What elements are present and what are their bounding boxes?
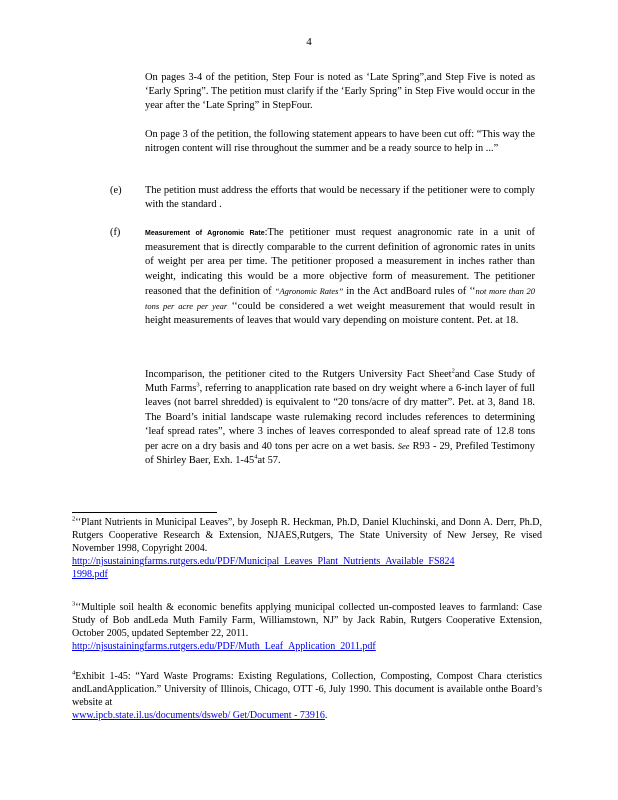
item-f-heading: Measurement of Agronomic Rate: [145, 230, 265, 237]
footnote-2-link[interactable]: http://njsustainingfarms.rutgers.edu/PDF/Municipal_Leaves_Plant_Nutrients_Available_FS824: [72, 556, 455, 567]
item-f-label: (f): [110, 227, 121, 238]
footnote-4-tail: .: [324, 710, 328, 721]
footnote-3: [72, 601, 542, 653]
item-f-text-b: in the Act andBoard rules of ‘‘: [346, 285, 476, 297]
footnote-4-link[interactable]: www.ipcb.state.il.us/documents/dsweb/ Get/Document - 73916: [72, 710, 325, 721]
paragraph-steps: On pages 3-4 of the petition, Step Four is noted as ‘Late Spring”,and Step Five is noted as ‘Early Spring”. The petition must clarify if the ‘Early Spring” in Step Five would occur in the year after the ‘Late Spring” in StepFour.: [145, 72, 535, 112]
item-e-label: (e): [110, 185, 122, 196]
quote-tons-per-acre: not more than 20 tons per acre per year: [145, 285, 535, 312]
footnote-3-text: ‘‘Multiple soil health & economic benefits applying municipal collected un-composted leaves to farmland: Case Study of Bob andLeda Muth Family Farm, Williamstown, NJ” by Jack Rabin, Rutgers Cooperative Extension, October 2005, updated September 22, 2011.: [72, 602, 542, 639]
item-f-text: [145, 226, 535, 328]
footnote-ref-4: 4: [254, 453, 258, 461]
footnote-2-text: ‘‘Plant Nutrients in Municipal Leaves”, by Joseph R. Heckman, Ph.D, Daniel Kluchinski, and Donn A. Derr, Ph.D, Rutgers Cooperative Research & Extension, NJAES,Rutgers, The State University of New Jersey, Re vised November 1998, Copyright 2004.: [72, 517, 542, 554]
paragraph-cutoff: On page 3 of the petition, the following statement appears to have been cut off: “This way the nitrogen content will rise throughout the summer and be a ready source to help in ...”: [145, 129, 535, 155]
footnote-3-link[interactable]: http://njsustainingfarms.rutgers.edu/PDF/Muth_Leaf_Application_2011.pdf: [72, 641, 376, 652]
comparison-text-d: R93 - 29, Prefiled Testimony of Shirley Baer, Exh. 1-45: [145, 441, 535, 467]
footnote-marker-3: 3: [72, 600, 76, 608]
comparison-text-c: , referring to anapplication rate based on dry weight where a 6-inch layer of full leaves (not barrel shredded) is equivalent to “20 tons/acre of dry matter”. Pet. at 3, 8and 18. The Board’s initial landscape waste rulemaking record includes references to determining ‘leaf spread rates”, where 3 inches of leaves corresponded to aleaf spread rate of 12.8 tons per acre on a dry basis and 40 tons per acre on a wet basis.: [145, 383, 535, 453]
item-e-text: The petition must address the efforts that would be necessary if the petitioner were to comply with the standard .: [145, 185, 535, 211]
footnote-ref-3: 3: [196, 381, 200, 389]
footnote-divider: [72, 512, 217, 513]
page-number: 4: [306, 36, 312, 48]
paragraph-comparison: [145, 368, 535, 468]
quote-agronomic-rates: “Agronomic Rates”: [274, 285, 344, 296]
footnote-4: [72, 670, 542, 722]
comparison-text-a: Incomparison, the petitioner cited to the Rutgers University Fact Sheet: [145, 369, 452, 380]
footnote-4-text: Exhibit 1-45: “Yard Waste Programs: Existing Regulations, Collection, Composting, Compost Chara cteristics andLandApplication.” University of Illinois, Chicago, OTT -6, July 1990. This document is available onthe Board’s website at: [72, 671, 542, 708]
comparison-text-e: at 57.: [257, 455, 281, 467]
item-f-text-c: ‘‘could be considered a wet weight measurement that would result in height measurements of leaves that would vary depending on moisture content. Pet. at 18.: [145, 301, 535, 327]
see-signal: See: [397, 441, 410, 452]
footnote-2: [72, 516, 542, 581]
footnote-2-link-continued[interactable]: 1998.pdf: [72, 569, 108, 580]
footnote-marker-4: 4: [72, 669, 76, 677]
comparison-text-b: and Case Study of Muth Farms: [145, 369, 535, 395]
item-f-text-a: :The petitioner must request anagronomic rate in a unit of measurement that is directly comparable to the current definition of agronomic rates in units of weight per area per time. The petitioner proposed a measurement in inches rather than weight, indicating this would be a more objective form of measurement. The petitioner reasoned that the definition of: [145, 227, 535, 297]
footnote-4-link-row: [72, 709, 542, 722]
footnote-ref-2: 2: [451, 367, 455, 375]
footnote-marker-2: 2: [72, 515, 76, 523]
